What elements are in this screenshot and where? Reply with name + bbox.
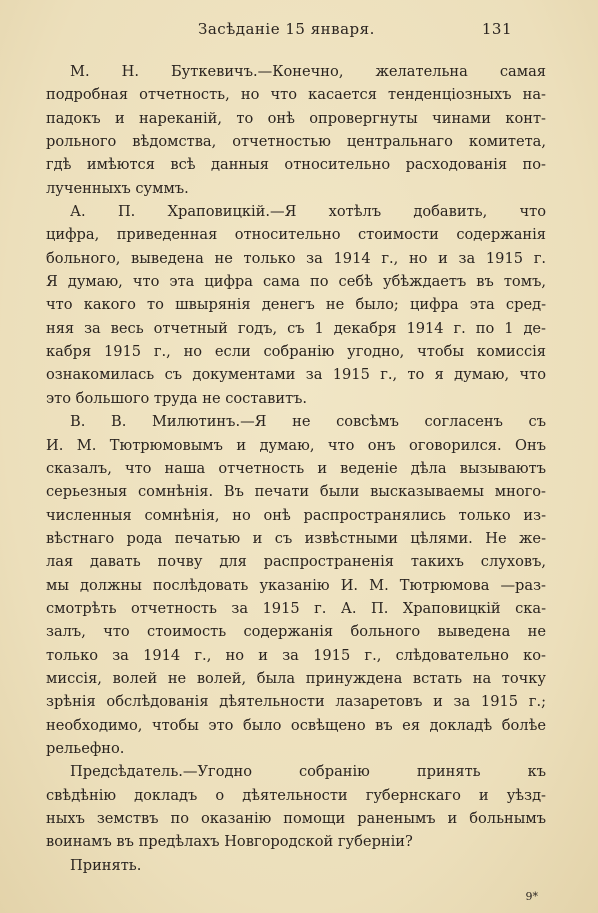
text-line: необходимо, чтобы это было освѣщено въ ея докладѣ болѣе [46,716,546,734]
text-line: рольного вѣдомства, отчетностью центральнаго комитета, [46,133,546,151]
text-line: няя за весь отчетный годъ, съ 1 декабря 1914 г. по 1 де- [46,319,546,337]
body-text [46,60,546,877]
text-line: мы должны послѣдовать указанію И. М. Тютрюмова —раз- [46,576,546,594]
text-line: это большого труда не составитъ. [46,389,308,407]
text-line: А. П. Храповицкій.—Я хотѣлъ добавить, что [70,203,546,221]
text-line: Предсѣдатель.—Угодно собранію принять къ [70,763,546,781]
paragraph-khrapovitsky [46,200,546,410]
paragraph-milyutin [46,410,546,760]
page-number: 131 [481,20,512,38]
printer-signature-mark: 9* [525,890,538,903]
text-line: сказалъ, что наша отчетность и веденіе дѣла вызываютъ [46,459,546,477]
text-line: вѣстнаго рода печатью и съ извѣстными цѣлями. Не же- [46,529,546,547]
text-line: кабря 1915 г., но если собранію угодно, чтобы комиссія [46,343,546,361]
text-line: численныя сомнѣнія, но онѣ распространялись только из- [46,506,546,524]
text-line: лая давать почву для распространенія такихъ слуховъ, [46,553,546,571]
text-line: серьезныя сомнѣнія. Въ печати были высказываемы много- [46,483,546,501]
text-line: В. В. Милютинъ.—Я не совсѣмъ согласенъ съ [70,413,546,431]
text-line: свѣдѣнію докладъ о дѣятельности губернскаго и уѣзд- [46,786,546,804]
text-line: М. Н. Буткевичъ.—Конечно, желательна самая [70,63,546,80]
text-line: смотрѣть отчетность за 1915 г. А. П. Храповицкій ска- [46,599,546,617]
text-line: гдѣ имѣются всѣ данныя относительно расходованія по- [46,156,546,174]
text-line: подробная отчетность, но что касается тенденціозныхъ на- [46,86,546,104]
text-line: миссія, волей не волей, была принуждена встать на точку [46,669,546,687]
text-line: лученныхъ суммъ. [46,179,189,197]
text-line: что какого то швырянія денегъ не было; цифра эта сред- [46,296,546,314]
text-line: рельефно. [46,739,125,757]
text-line: Принять. [70,856,142,874]
text-line: цифра, приведенная относительно стоимости содержанія [46,226,546,244]
running-head [46,16,546,46]
text-line: зрѣнія обслѣдованія дѣятельности лазаретовъ и за 1915 г.; [46,693,546,711]
text-line: залъ, что стоимость содержанія больного выведена не [46,623,546,641]
text-line: воинамъ въ предѣлахъ Новгородской губерніи? [46,833,413,851]
text-line: ныхъ земствъ по оказанію помощи раненымъ и больнымъ [46,810,546,827]
running-title: Засѣданіе 15 января. [198,20,375,38]
paragraph-butkevich [46,60,546,200]
paragraph-chairman [46,760,546,853]
text-line: падокъ и нареканій, то онѣ опровергнуты чинами конт- [46,109,546,127]
text-line: ознакомилась съ документами за 1915 г., то я думаю, что [46,366,546,384]
paragraph-resolution [46,854,546,877]
text-line: больного, выведена не только за 1914 г., но и за 1915 г. [46,249,546,267]
text-line: только за 1914 г., но и за 1915 г., слѣдовательно ко- [46,646,546,664]
text-line: Я думаю, что эта цифра сама по себѣ убѣждаетъ въ томъ, [46,273,546,291]
text-line: И. М. Тютрюмовымъ и думаю, что онъ оговорился. Онъ [46,436,546,454]
